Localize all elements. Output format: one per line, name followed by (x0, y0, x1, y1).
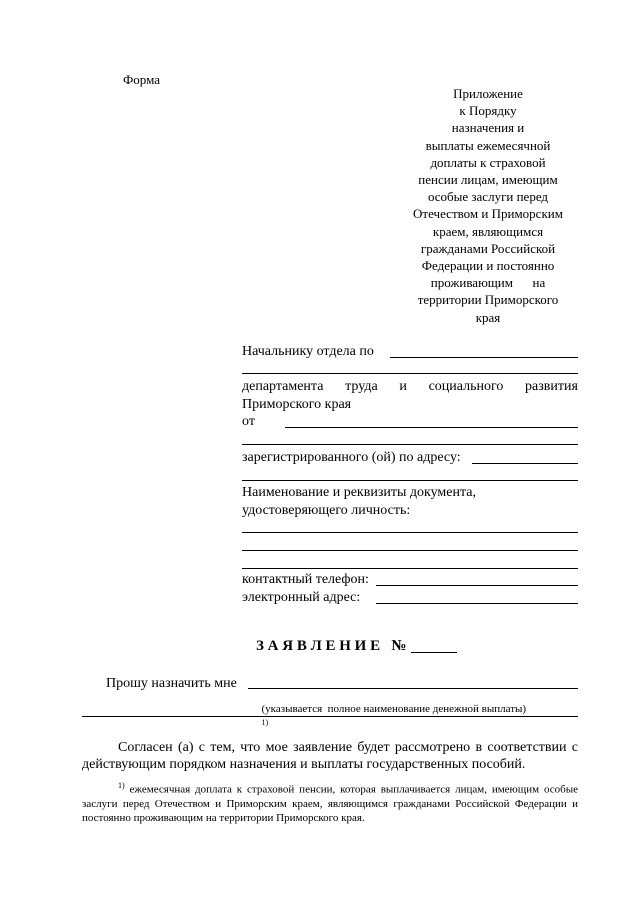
appendix-line: Отечеством и Приморским (413, 206, 563, 222)
address-field[interactable] (472, 463, 578, 464)
head-label: Начальнику отдела по (242, 344, 374, 359)
from-label: от (242, 414, 255, 429)
address-field-2[interactable] (242, 480, 578, 481)
consent-text: Согласен (а) с тем, что мое заявление будет рассмотрено в соответствии с действующим порядком назначения и выплаты государственных пособий. (82, 740, 578, 772)
email-label: электронный адрес: (242, 590, 361, 605)
from-field-2[interactable] (242, 444, 578, 445)
appendix-line: особые заслуги перед (427, 189, 549, 205)
appendix-line: Приложение (453, 86, 523, 101)
footnote (82, 779, 578, 825)
appendix-line: краем, являющимся (432, 223, 544, 239)
dept-word: социального (428, 379, 504, 394)
email-field[interactable] (376, 603, 578, 604)
appendix-block (400, 85, 576, 326)
payment-hint (256, 690, 526, 734)
dept-word: и (399, 379, 407, 394)
request-label: Прошу назначить мне (106, 676, 237, 691)
id-doc-field-1[interactable] (242, 532, 578, 533)
appendix-line: проживающим на (430, 275, 546, 291)
appendix-line: края (475, 309, 501, 325)
appendix-line: к Порядку (459, 103, 517, 119)
payment-hint-sup: 1) (261, 718, 269, 727)
appendix-line: гражданами Российской (420, 240, 556, 256)
footnote-text: ежемесячная доплата к страховой пенсии, которая выплачивается лицам, имеющим особые заслуги перед Отечеством и Приморским краем, являющимся гражданами Российской Федерации и постоянно проживающим на территории Приморского края. (82, 783, 578, 824)
from-field[interactable] (285, 427, 578, 428)
appendix-line: доплаты к страховой (430, 154, 546, 170)
phone-field[interactable] (376, 585, 578, 586)
payment-hint-text: (указывается полное наименование денежной выплаты) (261, 703, 527, 715)
payment-name-field[interactable] (248, 688, 578, 689)
head-dept-field[interactable] (390, 357, 578, 358)
dept-line (242, 378, 578, 395)
dept-word: труда (345, 379, 378, 394)
id-doc-field-3[interactable] (242, 568, 578, 569)
appendix-line: Федерации и постоянно (421, 258, 555, 274)
dept-word: департамента (242, 379, 324, 394)
id-doc-label-2: удостоверяющего личность: (242, 503, 411, 518)
appendix-line: территории Приморского (417, 292, 559, 308)
id-doc-field-2[interactable] (242, 550, 578, 551)
phone-label: контактный телефон: (242, 572, 369, 587)
region-label: Приморского края (242, 397, 352, 412)
appendix-line: выплаты ежемесячной (425, 137, 551, 153)
statement-number-field[interactable] (411, 652, 457, 653)
appendix-line: пенсии лицам, имеющим (418, 172, 558, 188)
dept-word: развития (525, 379, 578, 394)
statement-title: З А Я В Л Е Н И Е № (256, 638, 407, 654)
head-dept-field-2[interactable] (242, 373, 578, 374)
id-doc-label-1: Наименование и реквизиты документа, (242, 485, 476, 500)
footnote-marker: 1) (118, 781, 125, 790)
form-label: Форма (123, 72, 160, 87)
payment-name-field-2[interactable] (82, 716, 578, 717)
registered-label: зарегистрированного (ой) по адресу: (242, 450, 461, 465)
appendix-line: назначения и (451, 120, 525, 136)
